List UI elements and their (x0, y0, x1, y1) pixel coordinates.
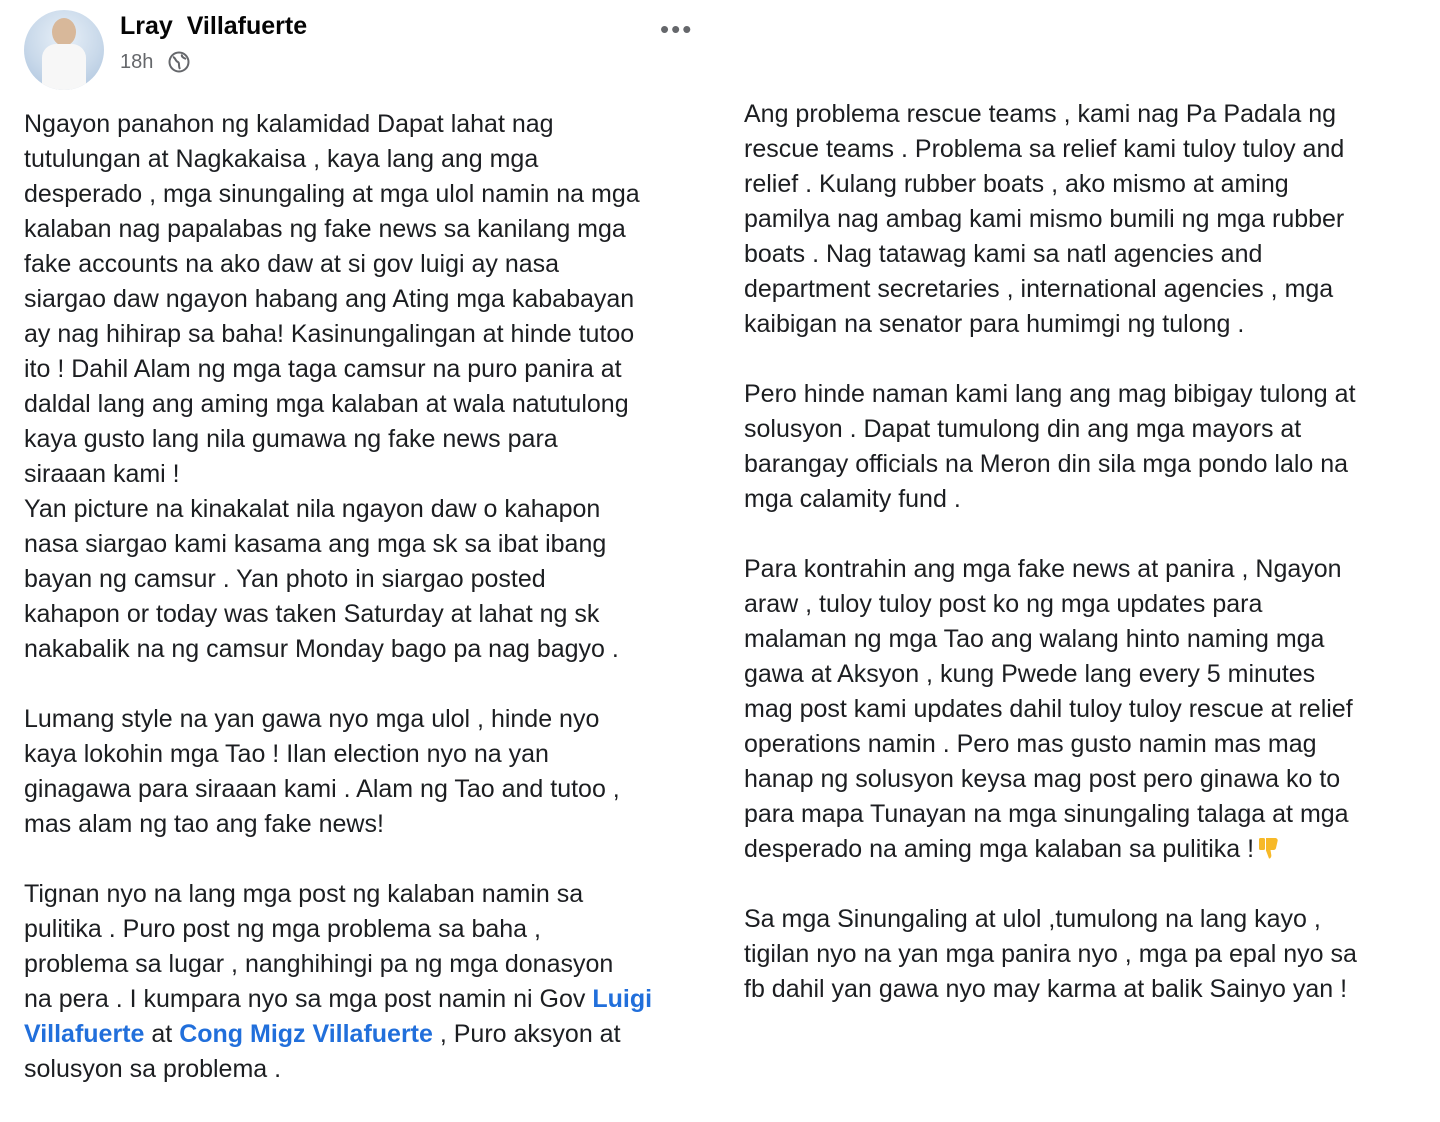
paragraph-3-end: , Puro aksyon at solusyon sa problema . (24, 1020, 621, 1083)
paragraph-2: Lumang style na yan gawa nyo mga ulol , hinde nyo kaya lokohin mga Tao ! Ilan election nyo na yan ginagawa para siraaan kami . Alam ng Tao and tutoo , mas alam ng tao ang fake news! (24, 705, 620, 838)
paragraph-3-middle: at (144, 1020, 180, 1048)
post-body-right (744, 97, 1424, 1042)
paragraph-4: Ang problema rescue teams , kami nag Pa Padala ng rescue teams . Problema sa relief kami tuloy tuloy and relief . Kulang rubber boats , ako mismo at aming pamilya nag ambag kami mismo bumili ng mga rubber boats . Nag tatawag kami sa natl agencies and department secretaries , international agencies , mga kaibigan na senator para humimgi ng tulong . (744, 100, 1345, 338)
more-options-icon[interactable]: ••• (660, 14, 694, 44)
paragraph-1a: Ngayon panahon ng kalamidad Dapat lahat nag tutulungan at Nagkakaisa , kaya lang ang mga desperado , mga sinungaling at mga ulol namin na mga kalaban nag papalabas ng fake news sa kanilang mga fake accounts na ako daw at si gov luigi ay nasa siargao daw ngayon habang ang Ating mga kababayan ay nag hihirap sa baha! Kasinungalingan at hinde tutoo ito ! Dahil Alam ng mga taga camsur na puro panira at daldal lang ang aming mga kalaban at wala natutulong kaya gusto lang nila gumawa ng fake news para siraaan kami ! (24, 110, 640, 488)
paragraph-7: Sa mga Sinungaling at ulol ,tumulong na lang kayo , tigilan nyo na yan mga panira nyo , mga pa epal nyo sa fb dahil yan gawa nyo may karma at balik Sainyo yan ! (744, 905, 1357, 1003)
author-name[interactable]: Lray Villafuerte (120, 12, 308, 40)
globe-icon[interactable] (167, 50, 191, 74)
post-meta (120, 50, 191, 74)
mention-migz-villafuerte[interactable]: Cong Migz Villafuerte (179, 1020, 433, 1048)
paragraph-6 (744, 552, 1424, 867)
avatar-head (52, 18, 76, 46)
mention-luigi-villafuerte[interactable]: Luigi Villafuerte (24, 985, 653, 1048)
post-header (20, 8, 710, 92)
thumbs-down-icon (1256, 835, 1282, 861)
post-body-left (24, 107, 714, 1122)
avatar-torso (42, 44, 86, 90)
paragraph-1b: Yan picture na kinakalat nila ngayon daw o kahapon nasa siargao kami kasama ang mga sk sa ibat ibang bayan ng camsur . Yan photo in siargao posted kahapon or today was taken Saturday at lahat ng sk nakabalik na ng camsur Monday bago pa nag bagyo . (24, 495, 619, 663)
paragraph-5: Pero hinde naman kami lang ang mag bibigay tulong at solusyon . Dapat tumulong din ang mga mayors at barangay officials na Meron din sila mga pondo lalo na mga calamity fund . (744, 380, 1356, 513)
paragraph-3 (24, 877, 714, 1087)
avatar[interactable] (24, 10, 104, 90)
paragraph-3-start: Tignan nyo na lang mga post ng kalaban namin sa pulitika . Puro post ng mga problema sa baha , problema sa lugar , nanghihingi pa ng mga donasyon na pera . I kumpara nyo sa mga post namin ni Gov (24, 880, 614, 1013)
post-timestamp[interactable]: 18h (120, 50, 154, 73)
paragraph-6-text: Para kontrahin ang mga fake news at panira , Ngayon araw , tuloy tuloy post ko ng mga updates para malaman ng mga Tao ang walang hinto naming mga gawa at Aksyon , kung Pwede lang every 5 minutes mag post kami updates dahil tuloy tuloy rescue at relief operations namin . Pero mas gusto namin mas mag hanap ng solusyon keysa mag post pero ginawa ko to para mapa Tunayan na mga sinungaling talaga at mga desperado na aming mga kalaban sa pulitika ! (744, 555, 1353, 863)
